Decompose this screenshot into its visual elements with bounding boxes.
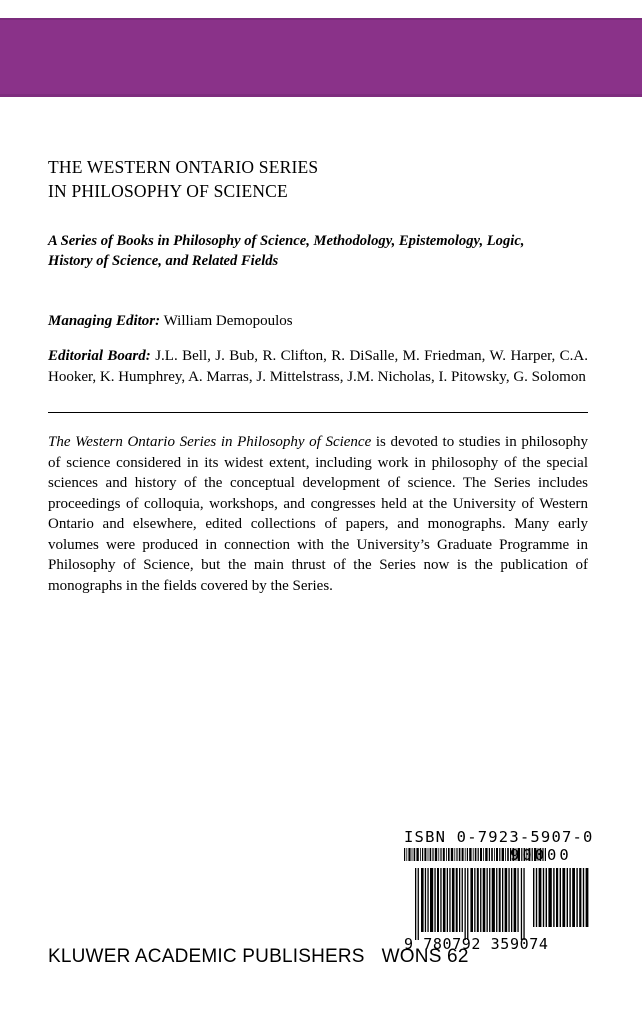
series-subtitle-line-1: A Series of Books in Philosophy of Science, Methodology, Epistemology, Logic, [48,233,525,249]
series-subtitle [48,232,588,271]
band-edge-top [0,18,642,20]
managing-editor-label: Managing Editor: [48,313,161,329]
editorial-board-names: J.L. Bell, J. Bub, R. Clifton, R. DiSalle, M. Friedman, W. Harper, C.A. Hooker, K. Humphrey, A. Marras, J. Mittelstrass, J.M. Nicholas, I. Pitowsky, G. Solomon [48,348,589,385]
ean13-main-barcode [415,868,525,940]
editorial-board-line [48,346,588,387]
managing-editor-name: William Demopoulos [163,313,293,329]
ean13-digits: 9 780792 359074 [404,935,549,953]
addon-price-code-label: 90000 [510,846,572,864]
publisher-line [48,946,469,968]
series-description-lead: The Western Ontario Series in Philosophy of Science [48,434,372,450]
text-column [48,155,588,596]
series-title-line-2: IN PHILOSOPHY OF SCIENCE [48,181,288,201]
editorial-board-label: Editorial Board: [48,348,151,364]
series-code: WONS 62 [381,946,469,967]
header-color-band [0,18,642,97]
isbn-text: ISBN 0-7923-5907-0 [404,828,594,846]
ean-addon-barcode [533,868,590,927]
series-description-body: is devoted to studies in philosophy of science considered in its widest extent, including work in philosophy of the special sciences and history of the conceptual development of science. The Series includes proceedings of colloquia, workshops, and congresses held at the University of Western Ontario and elsewhere, edited collections of papers, and monographs. Many early volumes were produced in connection with the University’s Graduate Programme in Philosophy of Science, but the main thrust of the Series now is the publication of monographs in the fields covered by the Series. [48,434,588,594]
publisher-name: KLUWER ACADEMIC PUBLISHERS [48,946,365,967]
band-edge-bottom [0,94,642,97]
series-title [48,155,588,203]
series-title-line-1: THE WESTERN ONTARIO SERIES [48,157,319,177]
series-subtitle-line-2: History of Science, and Related Fields [48,252,279,269]
managing-editor-line [48,311,588,331]
horizontal-rule [48,412,588,413]
series-description [48,432,588,596]
